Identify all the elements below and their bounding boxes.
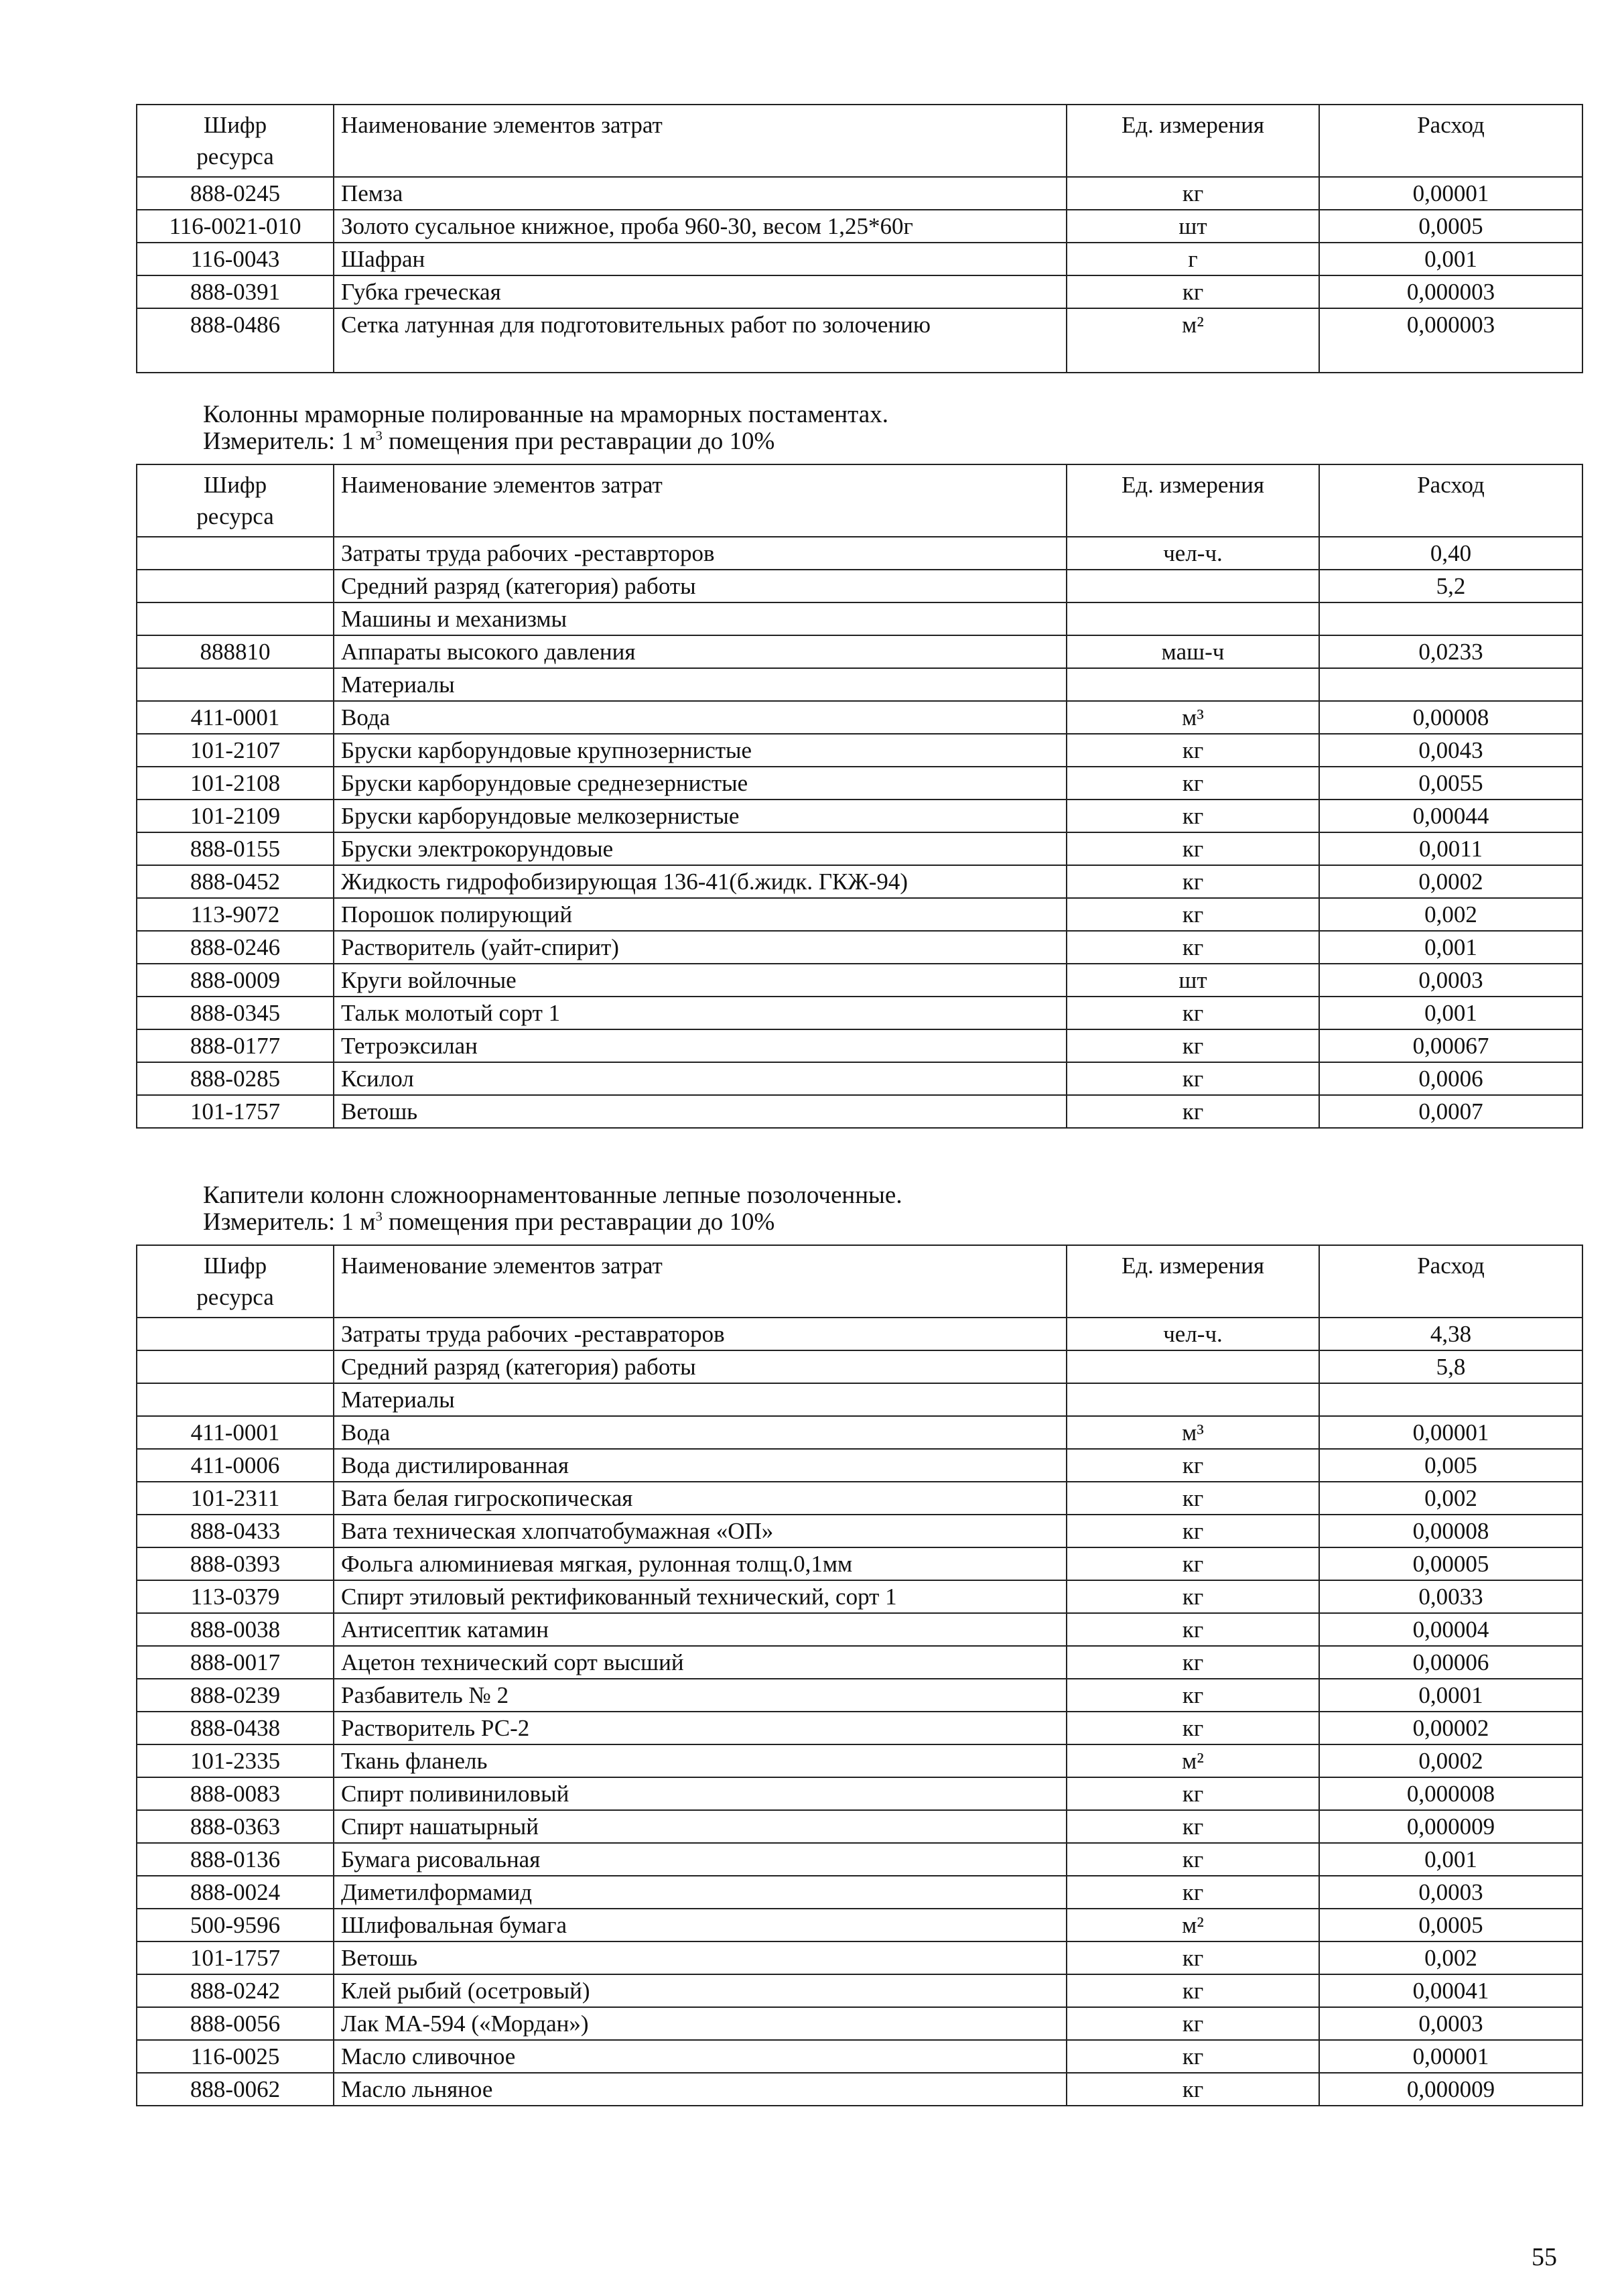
header-code-cell	[137, 105, 334, 177]
unit-cell: кг	[1067, 177, 1319, 210]
item-name-cell: Пемза	[334, 177, 1067, 210]
item-name-cell: Растворитель (уайт-спирит)	[334, 931, 1067, 964]
unit-cell	[1067, 570, 1319, 602]
header-qty-cell: Расход	[1319, 464, 1582, 537]
quantity-cell: 0,001	[1319, 1843, 1582, 1876]
header-code-line2: ресурса	[196, 143, 274, 170]
resource-code-cell: 888-0393	[137, 1547, 334, 1580]
header-code-cell	[137, 1245, 334, 1318]
quantity-cell: 0,0006	[1319, 1062, 1582, 1095]
table-body	[137, 1245, 1582, 2106]
unit-cell: кг	[1067, 865, 1319, 898]
table-row	[137, 898, 1582, 931]
table-row	[137, 2073, 1582, 2106]
item-name-cell: Вода	[334, 1416, 1067, 1449]
quantity-cell: 0,001	[1319, 243, 1582, 275]
unit-cell: кг	[1067, 931, 1319, 964]
header-unit-cell: Ед. измерения	[1067, 105, 1319, 177]
quantity-cell: 0,0002	[1319, 865, 1582, 898]
item-name-cell: Ацетон технический сорт высший	[334, 1646, 1067, 1679]
unit-cell: м²	[1067, 1909, 1319, 1941]
resource-code-cell: 888-0285	[137, 1062, 334, 1095]
table-row	[137, 1095, 1582, 1128]
quantity-cell: 0,002	[1319, 1941, 1582, 1974]
unit-cell: кг	[1067, 2007, 1319, 2040]
header-qty-cell: Расход	[1319, 105, 1582, 177]
quantity-cell: 0,00044	[1319, 800, 1582, 832]
item-name-cell: Тетроэксилан	[334, 1029, 1067, 1062]
section2-measure-prefix: Измеритель: 1 м	[203, 428, 376, 455]
table-row	[137, 308, 1582, 373]
quantity-cell: 0,0043	[1319, 734, 1582, 767]
resource-code-cell	[137, 1383, 334, 1416]
resource-code-cell	[137, 602, 334, 635]
item-name-cell: Тальк молотый сорт 1	[334, 997, 1067, 1029]
unit-cell	[1067, 1350, 1319, 1383]
quantity-cell: 0,00067	[1319, 1029, 1582, 1062]
table-row	[137, 832, 1582, 865]
unit-cell: кг	[1067, 1876, 1319, 1909]
unit-cell: кг	[1067, 734, 1319, 767]
unit-cell: кг	[1067, 898, 1319, 931]
resource-code-cell: 411-0001	[137, 1416, 334, 1449]
table-row	[137, 1646, 1582, 1679]
table-header-row	[137, 105, 1582, 177]
resource-code-cell: 888-0363	[137, 1810, 334, 1843]
quantity-cell: 4,38	[1319, 1318, 1582, 1350]
unit-cell: кг	[1067, 1810, 1319, 1843]
quantity-cell: 0,00006	[1319, 1646, 1582, 1679]
resource-code-cell: 888-0345	[137, 997, 334, 1029]
unit-cell: кг	[1067, 1449, 1319, 1482]
table-row	[137, 1449, 1582, 1482]
item-name-cell: Растворитель РС-2	[334, 1712, 1067, 1744]
header-code-line2: ресурса	[196, 1284, 274, 1310]
quantity-cell: 0,0055	[1319, 767, 1582, 800]
table-row	[137, 1941, 1582, 1974]
item-name-cell: Шлифовальная бумага	[334, 1909, 1067, 1941]
resource-code-cell: 411-0006	[137, 1449, 334, 1482]
table-row	[137, 635, 1582, 668]
item-name-cell: Аппараты высокого давления	[334, 635, 1067, 668]
table-row	[137, 1547, 1582, 1580]
quantity-cell	[1319, 1383, 1582, 1416]
item-name-cell: Ксилол	[334, 1062, 1067, 1095]
table-row	[137, 1350, 1582, 1383]
quantity-cell: 0,000009	[1319, 1810, 1582, 1843]
resource-code-cell: 888-0452	[137, 865, 334, 898]
quantity-cell: 0,0003	[1319, 964, 1582, 997]
item-name-cell: Бруски карборундовые мелкозернистые	[334, 800, 1067, 832]
unit-cell: кг	[1067, 1679, 1319, 1712]
resource-code-cell	[137, 1350, 334, 1383]
quantity-cell: 0,0002	[1319, 1744, 1582, 1777]
resource-code-cell: 888-0038	[137, 1613, 334, 1646]
table-row	[137, 2007, 1582, 2040]
quantity-cell: 0,000003	[1319, 275, 1582, 308]
quantity-cell: 0,0007	[1319, 1095, 1582, 1128]
table-row	[137, 2040, 1582, 2073]
item-name-cell: Диметилформамид	[334, 1876, 1067, 1909]
item-name-cell: Спирт этиловый ректификованный технический, сорт 1	[334, 1580, 1067, 1613]
unit-cell: шт	[1067, 964, 1319, 997]
resource-code-cell: 101-1757	[137, 1941, 334, 1974]
quantity-cell: 0,001	[1319, 931, 1582, 964]
item-name-cell: Ветошь	[334, 1095, 1067, 1128]
section2-measure-sup: 3	[375, 428, 383, 444]
resource-code-cell: 101-1757	[137, 1095, 334, 1128]
resource-table-3	[136, 1245, 1583, 2106]
table-row	[137, 1876, 1582, 1909]
resource-code-cell: 101-2107	[137, 734, 334, 767]
table-body	[137, 464, 1582, 1128]
header-unit-cell: Ед. измерения	[1067, 1245, 1319, 1318]
quantity-cell: 0,002	[1319, 1482, 1582, 1515]
resource-code-cell	[137, 668, 334, 701]
item-name-cell: Круги войлочные	[334, 964, 1067, 997]
item-name-cell: Разбавитель № 2	[334, 1679, 1067, 1712]
quantity-cell	[1319, 668, 1582, 701]
item-name-cell: Масло сливочное	[334, 2040, 1067, 2073]
quantity-cell: 0,00008	[1319, 701, 1582, 734]
table-row	[137, 1029, 1582, 1062]
header-unit-cell: Ед. измерения	[1067, 464, 1319, 537]
resource-table-2	[136, 464, 1583, 1129]
table-row	[137, 1062, 1582, 1095]
item-name-cell: Бумага рисовальная	[334, 1843, 1067, 1876]
table-row	[137, 243, 1582, 275]
unit-cell: кг	[1067, 832, 1319, 865]
unit-cell: м³	[1067, 701, 1319, 734]
item-name-cell: Жидкость гидрофобизирующая 136-41(б.жидк. ГКЖ-94)	[334, 865, 1067, 898]
item-name-cell: Клей рыбий (осетровый)	[334, 1974, 1067, 2007]
resource-code-cell: 888-0433	[137, 1515, 334, 1547]
item-name-cell: Средний разряд (категория) работы	[334, 1350, 1067, 1383]
item-name-cell: Спирт поливиниловый	[334, 1777, 1067, 1810]
resource-code-cell: 888-0017	[137, 1646, 334, 1679]
resource-code-cell: 888-0136	[137, 1843, 334, 1876]
item-name-cell: Вата техническая хлопчатобумажная «ОП»	[334, 1515, 1067, 1547]
table-row	[137, 734, 1582, 767]
item-name-cell: Шафран	[334, 243, 1067, 275]
resource-code-cell: 500-9596	[137, 1909, 334, 1941]
header-qty-cell: Расход	[1319, 1245, 1582, 1318]
item-name-cell: Материалы	[334, 1383, 1067, 1416]
unit-cell: кг	[1067, 1515, 1319, 1547]
unit-cell: кг	[1067, 1974, 1319, 2007]
unit-cell: кг	[1067, 800, 1319, 832]
resource-code-cell: 888-0083	[137, 1777, 334, 1810]
unit-cell: кг	[1067, 2040, 1319, 2073]
resource-code-cell: 113-0379	[137, 1580, 334, 1613]
quantity-cell: 0,0005	[1319, 210, 1582, 243]
table-row	[137, 1744, 1582, 1777]
page-number: 55	[1532, 2243, 1557, 2271]
resource-code-cell: 888-0239	[137, 1679, 334, 1712]
resource-code-cell: 411-0001	[137, 701, 334, 734]
quantity-cell: 0,000009	[1319, 2073, 1582, 2106]
table-row	[137, 1777, 1582, 1810]
header-name-cell: Наименование элементов затрат	[334, 105, 1067, 177]
table-row	[137, 1843, 1582, 1876]
table-row	[137, 1712, 1582, 1744]
table-body	[137, 105, 1582, 373]
quantity-cell: 0,002	[1319, 898, 1582, 931]
table-row	[137, 865, 1582, 898]
item-name-cell: Порошок полирующий	[334, 898, 1067, 931]
item-name-cell: Губка греческая	[334, 275, 1067, 308]
item-name-cell: Лак МА-594 («Мордан»)	[334, 2007, 1067, 2040]
unit-cell	[1067, 1383, 1319, 1416]
quantity-cell: 0,000008	[1319, 1777, 1582, 1810]
section3-measure-suffix: помещения при реставрации до 10%	[382, 1208, 775, 1236]
quantity-cell: 0,0003	[1319, 1876, 1582, 1909]
header-code-cell	[137, 464, 334, 537]
item-name-cell: Антисептик катамин	[334, 1613, 1067, 1646]
section3-measure	[203, 1209, 902, 1236]
quantity-cell: 0,005	[1319, 1449, 1582, 1482]
resource-code-cell: 888-0062	[137, 2073, 334, 2106]
unit-cell: кг	[1067, 1547, 1319, 1580]
table-header-row	[137, 1245, 1582, 1318]
resource-code-cell: 888-0155	[137, 832, 334, 865]
table-header-row	[137, 464, 1582, 537]
unit-cell: м²	[1067, 308, 1319, 373]
table-row	[137, 1679, 1582, 1712]
quantity-cell: 0,0001	[1319, 1679, 1582, 1712]
table-row	[137, 275, 1582, 308]
quantity-cell: 0,00004	[1319, 1613, 1582, 1646]
unit-cell: кг	[1067, 1613, 1319, 1646]
quantity-cell: 0,0033	[1319, 1580, 1582, 1613]
table-row	[137, 800, 1582, 832]
unit-cell: кг	[1067, 1095, 1319, 1128]
item-name-cell: Вода дистилированная	[334, 1449, 1067, 1482]
header-name-cell: Наименование элементов затрат	[334, 464, 1067, 537]
section3-title: Капители колонн сложноорнаментованные лепные позолоченные.	[203, 1182, 902, 1209]
item-name-cell: Затраты труда рабочих -реставрторов	[334, 537, 1067, 570]
quantity-cell: 0,00001	[1319, 2040, 1582, 2073]
resource-code-cell: 113-9072	[137, 898, 334, 931]
section2-measure-suffix: помещения при реставрации до 10%	[382, 428, 775, 455]
resource-code-cell: 888-0024	[137, 1876, 334, 1909]
resource-code-cell: 888-0438	[137, 1712, 334, 1744]
quantity-cell: 0,00005	[1319, 1547, 1582, 1580]
unit-cell: кг	[1067, 1482, 1319, 1515]
table-row	[137, 1974, 1582, 2007]
resource-code-cell: 888-0245	[137, 177, 334, 210]
quantity-cell: 0,000003	[1319, 308, 1582, 373]
quantity-cell: 0,0011	[1319, 832, 1582, 865]
item-name-cell: Материалы	[334, 668, 1067, 701]
table-row	[137, 767, 1582, 800]
table-row	[137, 602, 1582, 635]
resource-code-cell: 888-0177	[137, 1029, 334, 1062]
item-name-cell: Вода	[334, 701, 1067, 734]
resource-code-cell	[137, 570, 334, 602]
resource-code-cell: 101-2108	[137, 767, 334, 800]
quantity-cell: 0,00041	[1319, 1974, 1582, 2007]
quantity-cell	[1319, 602, 1582, 635]
quantity-cell: 0,40	[1319, 537, 1582, 570]
table-row	[137, 1613, 1582, 1646]
quantity-cell: 0,00001	[1319, 177, 1582, 210]
item-name-cell: Золото сусальное книжное, проба 960-30, весом 1,25*60г	[334, 210, 1067, 243]
quantity-cell: 0,0003	[1319, 2007, 1582, 2040]
unit-cell: м²	[1067, 1744, 1319, 1777]
unit-cell: кг	[1067, 1712, 1319, 1744]
unit-cell	[1067, 602, 1319, 635]
table-row	[137, 1482, 1582, 1515]
unit-cell: кг	[1067, 1646, 1319, 1679]
resource-code-cell: 116-0021-010	[137, 210, 334, 243]
item-name-cell: Фольга алюминиевая мягкая, рулонная толщ.0,1мм	[334, 1547, 1067, 1580]
table-row	[137, 177, 1582, 210]
resource-code-cell: 888-0246	[137, 931, 334, 964]
unit-cell: г	[1067, 243, 1319, 275]
header-code-line1: Шифр	[203, 112, 267, 138]
table-row	[137, 1383, 1582, 1416]
unit-cell: чел-ч.	[1067, 537, 1319, 570]
item-name-cell: Бруски карборундовые среднезернистые	[334, 767, 1067, 800]
item-name-cell: Масло льняное	[334, 2073, 1067, 2106]
quantity-cell: 5,8	[1319, 1350, 1582, 1383]
quantity-cell: 0,0005	[1319, 1909, 1582, 1941]
quantity-cell: 5,2	[1319, 570, 1582, 602]
unit-cell: кг	[1067, 1777, 1319, 1810]
table-row	[137, 668, 1582, 701]
table-row	[137, 701, 1582, 734]
item-name-cell: Сетка латунная для подготовительных работ по золочению	[334, 308, 1067, 373]
resource-code-cell: 101-2311	[137, 1482, 334, 1515]
table-row	[137, 997, 1582, 1029]
section2-measure	[203, 428, 888, 455]
item-name-cell: Машины и механизмы	[334, 602, 1067, 635]
resource-code-cell	[137, 537, 334, 570]
item-name-cell: Бруски электрокорундовые	[334, 832, 1067, 865]
unit-cell: чел-ч.	[1067, 1318, 1319, 1350]
unit-cell: кг	[1067, 1941, 1319, 1974]
resource-table-1	[136, 104, 1583, 373]
section2-title: Колонны мраморные полированные на мраморных постаментах.	[203, 401, 888, 428]
unit-cell: кг	[1067, 1580, 1319, 1613]
quantity-cell: 0,001	[1319, 997, 1582, 1029]
table-row	[137, 570, 1582, 602]
resource-code-cell: 116-0043	[137, 243, 334, 275]
resource-code-cell	[137, 1318, 334, 1350]
table-row	[137, 1810, 1582, 1843]
table-row	[137, 964, 1582, 997]
table-row	[137, 1909, 1582, 1941]
header-name-cell: Наименование элементов затрат	[334, 1245, 1067, 1318]
item-name-cell: Бруски карборундовые крупнозернистые	[334, 734, 1067, 767]
resource-code-cell: 888-0009	[137, 964, 334, 997]
header-code-line1: Шифр	[203, 472, 267, 498]
resource-code-cell: 888-0242	[137, 1974, 334, 2007]
unit-cell	[1067, 668, 1319, 701]
unit-cell: маш-ч	[1067, 635, 1319, 668]
table-row	[137, 1416, 1582, 1449]
item-name-cell: Вата белая гигроскопическая	[334, 1482, 1067, 1515]
item-name-cell: Спирт нашатырный	[334, 1810, 1067, 1843]
table-row	[137, 931, 1582, 964]
resource-code-cell: 888-0391	[137, 275, 334, 308]
resource-code-cell: 101-2109	[137, 800, 334, 832]
table-row	[137, 1318, 1582, 1350]
header-code-line1: Шифр	[203, 1253, 267, 1279]
item-name-cell: Средний разряд (категория) работы	[334, 570, 1067, 602]
section3-measure-sup: 3	[375, 1209, 383, 1224]
table-row	[137, 1580, 1582, 1613]
resource-code-cell: 101-2335	[137, 1744, 334, 1777]
section3-measure-prefix: Измеритель: 1 м	[203, 1208, 376, 1236]
unit-cell: шт	[1067, 210, 1319, 243]
unit-cell: кг	[1067, 1843, 1319, 1876]
section3-caption	[203, 1182, 902, 1236]
resource-code-cell: 888-0486	[137, 308, 334, 373]
quantity-cell: 0,00008	[1319, 1515, 1582, 1547]
item-name-cell: Ткань фланель	[334, 1744, 1067, 1777]
resource-code-cell: 888-0056	[137, 2007, 334, 2040]
unit-cell: кг	[1067, 2073, 1319, 2106]
quantity-cell: 0,0233	[1319, 635, 1582, 668]
unit-cell: кг	[1067, 275, 1319, 308]
table-row	[137, 210, 1582, 243]
item-name-cell: Ветошь	[334, 1941, 1067, 1974]
unit-cell: кг	[1067, 1062, 1319, 1095]
unit-cell: кг	[1067, 997, 1319, 1029]
unit-cell: м³	[1067, 1416, 1319, 1449]
header-code-line2: ресурса	[196, 503, 274, 529]
quantity-cell: 0,00001	[1319, 1416, 1582, 1449]
section2-caption	[203, 401, 888, 455]
item-name-cell: Затраты труда рабочих -реставраторов	[334, 1318, 1067, 1350]
resource-code-cell: 888810	[137, 635, 334, 668]
resource-code-cell: 116-0025	[137, 2040, 334, 2073]
unit-cell: кг	[1067, 1029, 1319, 1062]
table-row	[137, 1515, 1582, 1547]
unit-cell: кг	[1067, 767, 1319, 800]
table-row	[137, 537, 1582, 570]
quantity-cell: 0,00002	[1319, 1712, 1582, 1744]
